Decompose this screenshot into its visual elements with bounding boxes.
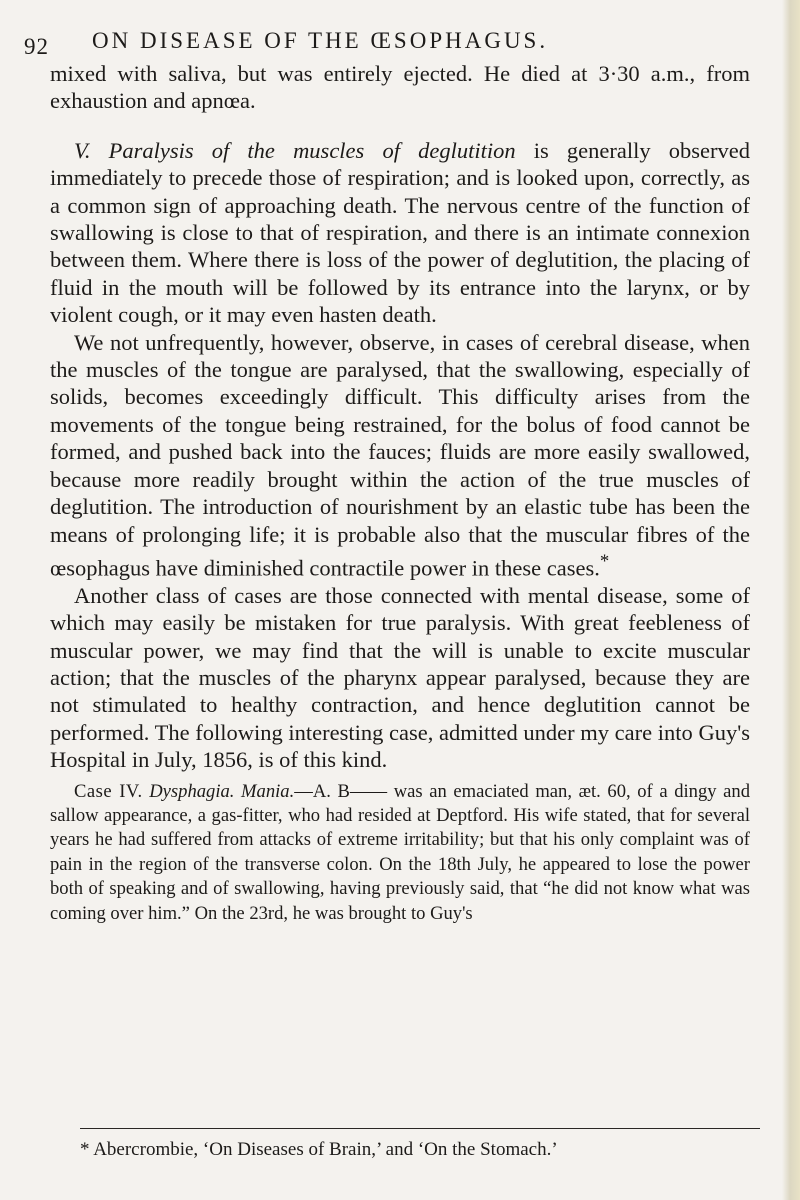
paragraph-section-v	[50, 137, 750, 329]
paragraph-text: We not unfrequently, however, observe, in cases of cerebral disease, when the muscles of the tongue are paralysed, that the swallowing, especially of solids, becomes exceedingly difficult. This difficulty arises from the movements of the tongue being restrained, for the bolus of food cannot be formed, and pushed back into the fauces; fluids are more easily swallowed, because more readily brought within the action of the true muscles of deglutition. The introduction of nourishment by an elastic tube has been the means of prolonging life; it is probable also that the muscular fibres of the œsophagus have diminished contractile power in these cases.	[50, 329, 750, 581]
paragraph-text: is generally observed immediately to precede those of respiration; and is looked upon, correctly, as a common sign of approaching death. The nervous centre of the function of swallowing is close to that of respiration, and there is an intimate connexion between them. Where there is loss of the power of deglutition, the placing of fluid in the mouth will be followed by its entrance into the larynx, or by violent cough, or it may even hasten death.	[50, 137, 750, 328]
case-title: Dysphagia. Mania.	[142, 780, 295, 802]
page-number: 92	[24, 34, 49, 59]
footnote-text: Abercrombie, ‘On Diseases of Brain,’ and ‘On the Stomach.’	[93, 1139, 558, 1160]
case-report	[50, 780, 750, 926]
paragraph-text: Another class of cases are those connected with mental disease, some of which may easily be mistaken for true paralysis. With great feebleness of muscular power, we may find that the will is unable to excite muscular action; that the muscles of the pharynx appear paralysed, because they are not stimulated to healthy contraction, and hence deglutition cannot be performed. The following interesting case, admitted under my care into Guy's Hospital in July, 1856, is of this kind.	[50, 582, 750, 773]
paragraph-text: mixed with saliva, but was entirely ejected. He died at 3·30 a.m., from exhaustion and apnœa.	[50, 61, 750, 114]
section-heading: V. Paralysis of the muscles of deglutition	[74, 137, 516, 163]
page-edge	[782, 0, 800, 1200]
footnote-divider	[80, 1128, 760, 1129]
case-paragraph	[50, 780, 750, 926]
main-text	[50, 60, 750, 774]
paragraph-continuation	[50, 60, 750, 115]
paragraph-mental-disease	[50, 582, 750, 774]
footnote	[80, 1138, 760, 1162]
case-text: —A. B—— was an emaciated man, æt. 60, of a dingy and sallow appearance, a gas-fitter, who had resided at Deptford. His wife stated, that for several years he had suffered from attacks of extreme irritability; but that his only complaint was of pain in the region of the transverse colon. On the 18th July, he appeared to lose the power both of speaking and of swallowing, having previously said, that “he did not know what was coming over him.” On the 23rd, he was brought to Guy's	[50, 780, 750, 924]
footnote-marker-label: *	[80, 1139, 94, 1160]
body-text	[50, 60, 750, 926]
case-label: Case IV.	[74, 780, 143, 802]
paragraph-cerebral-disease	[50, 329, 750, 582]
running-title: ON DISEASE OF THE ŒSOPHAGUS.	[92, 28, 549, 53]
page-header	[0, 22, 782, 62]
footnote-marker: *	[599, 550, 610, 572]
